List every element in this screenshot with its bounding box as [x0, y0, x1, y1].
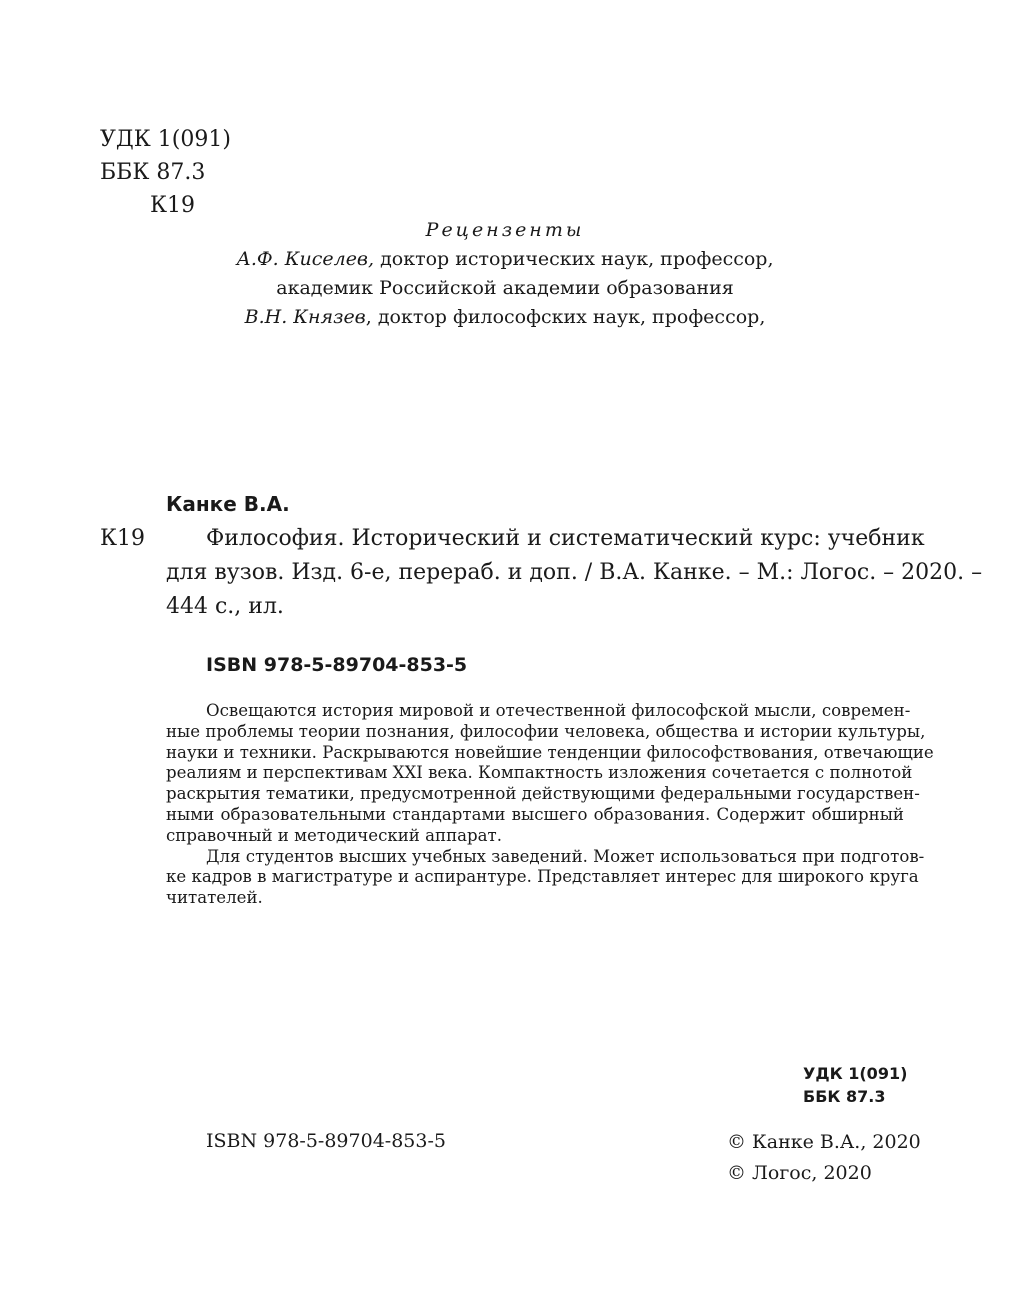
copyright-block — [727, 1127, 921, 1189]
reviewers-heading: Рецензенты — [425, 219, 585, 241]
reviewer-credentials: доктор исторических наук, профессор, — [374, 248, 774, 270]
isbn-main: ISBN 978-5-89704-853-5 — [206, 654, 468, 676]
reviewer-credentials: , доктор философских наук, профессор, — [365, 306, 766, 328]
copyright-author: © Канке В.А., 2020 — [727, 1131, 921, 1153]
annotation-line: реалиям и перспективам XXI века. Компактность изложения сочетается с полнотой — [166, 763, 913, 783]
bib-author-mark: К19 — [100, 526, 146, 551]
copyright-publisher: © Логос, 2020 — [727, 1162, 872, 1184]
annotation-line: Для студентов высших учебных заведений. Может использоваться при подготов- — [206, 846, 925, 866]
author-name: Канке В.А. — [166, 492, 290, 516]
annotation — [166, 701, 934, 909]
annotation-line: раскрытия тематики, предусмотренной действующими федеральными государствен- — [166, 784, 920, 804]
footer-bbk: ББК 87.3 — [803, 1087, 886, 1106]
reviewer-line — [160, 274, 850, 303]
author-mark: К19 — [150, 193, 196, 218]
annotation-line: науки и техники. Раскрываются новейшие тенденции философствования, отвечающие — [166, 742, 934, 762]
annotation-line: читателей. — [166, 888, 263, 908]
footer-isbn: ISBN 978-5-89704-853-5 — [206, 1130, 446, 1152]
annotation-line: ке кадров в магистратуре и аспирантуре. Представляет интерес для широкого круга — [166, 867, 919, 887]
bib-line: Философия. Исторический и систематический курс: учебник — [206, 526, 925, 551]
bbk-code: ББК 87.3 — [100, 160, 206, 185]
annotation-line: Освещаются история мировой и отечественной философской мысли, современ- — [206, 701, 911, 720]
bib-line: 444 с., ил. — [166, 594, 284, 619]
reviewers-block — [160, 216, 850, 332]
reviewer-line — [160, 303, 850, 332]
bib-line: для вузов. Изд. 6-е, перераб. и доп. / В.А. Канке. – М.: Логос. – 2020. – — [166, 560, 983, 585]
annotation-line: ными образовательными стандартами высшего образования. Содержит обширный — [166, 804, 904, 824]
annotation-line: ные проблемы теории познания, философии человека, общества и истории культуры, — [166, 721, 926, 741]
reviewer-credentials: академик Российской академии образования — [276, 277, 734, 299]
reviewer-name: А.Ф. Киселев, — [236, 248, 375, 270]
reviewer-name: В.Н. Князев — [244, 306, 366, 328]
bibliographic-description — [166, 522, 983, 624]
udk-code: УДК 1(091) — [100, 127, 231, 152]
footer-codes — [803, 1062, 907, 1108]
reviewer-line — [160, 245, 850, 274]
footer-udk: УДК 1(091) — [803, 1064, 908, 1083]
annotation-line: справочный и методический аппарат. — [166, 825, 503, 845]
